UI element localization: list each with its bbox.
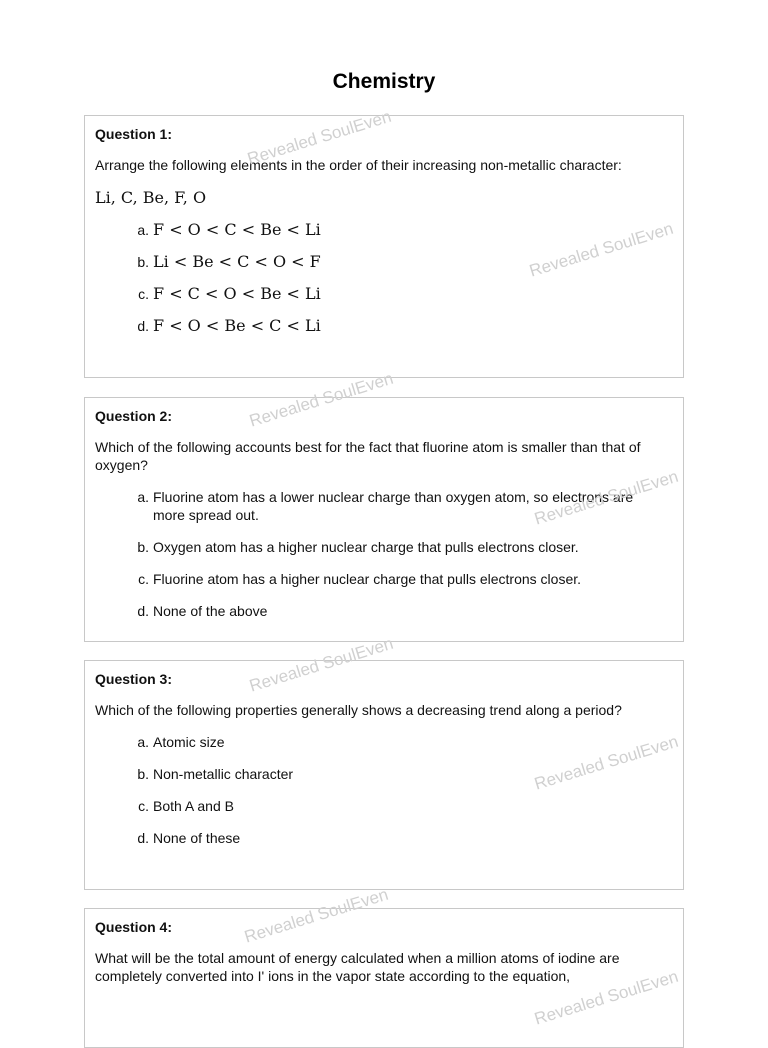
options-list — [95, 488, 673, 634]
question-card-3 — [84, 660, 684, 890]
question-card-1 — [84, 115, 684, 378]
question-text: Which of the following properties generally shows a decreasing trend along a period? — [95, 702, 622, 718]
watermark: Revealed SoulEven — [242, 884, 391, 947]
page-title: Chemistry — [332, 70, 436, 93]
question-text: Which of the following accounts best for the fact that fluorine atom is smaller than that of oxygen? — [95, 439, 641, 473]
question-label: Question 4: — [95, 919, 173, 935]
option-d: d. None of the above — [137, 603, 268, 619]
question-card-4 — [84, 908, 684, 1048]
option-d: d. F < O < Be < C < Li — [137, 316, 321, 335]
watermark: Revealed SoulEven — [247, 368, 396, 431]
option-c: c. Both A and B — [138, 798, 234, 814]
option-a: a. Fluorine atom has a lower nuclear charge than oxygen atom, so electrons are more spread out. — [137, 489, 634, 523]
option-c: c. F < C < O < Be < Li — [138, 284, 321, 303]
watermark: Revealed SoulEven — [532, 966, 681, 1029]
question-label: Question 3: — [95, 671, 173, 687]
option-a: a. F < O < C < Be < Li — [137, 220, 321, 239]
watermark: Revealed SoulEven — [532, 466, 681, 529]
option-b: b. Li < Be < C < O < F — [137, 252, 321, 271]
option-b: b. Oxygen atom has a higher nuclear charge that pulls electrons closer. — [137, 539, 579, 555]
question-text: What will be the total amount of energy calculated when a million atoms of iodine are completely converted into I' ions in the vapor state according to the equation, — [95, 950, 620, 984]
option-d: d. None of these — [137, 830, 241, 846]
watermark: Revealed SoulEven — [532, 731, 681, 794]
watermark: Revealed SoulEven — [245, 106, 394, 169]
question-label: Question 2: — [95, 408, 173, 424]
watermark: Revealed SoulEven — [527, 218, 676, 281]
option-c: c. Fluorine atom has a higher nuclear charge that pulls electrons closer. — [138, 571, 582, 587]
option-a: a. Atomic size — [137, 734, 225, 750]
question-label: Question 1: — [95, 126, 173, 142]
options-list — [95, 733, 673, 861]
question-elements: Li, C, Be, F, O — [95, 188, 207, 207]
options-list — [95, 221, 673, 349]
watermark: Revealed SoulEven — [247, 633, 396, 696]
option-b: b. Non-metallic character — [137, 766, 294, 782]
question-card-2 — [84, 397, 684, 642]
question-text: Arrange the following elements in the order of their increasing non-metallic character: — [95, 157, 622, 173]
